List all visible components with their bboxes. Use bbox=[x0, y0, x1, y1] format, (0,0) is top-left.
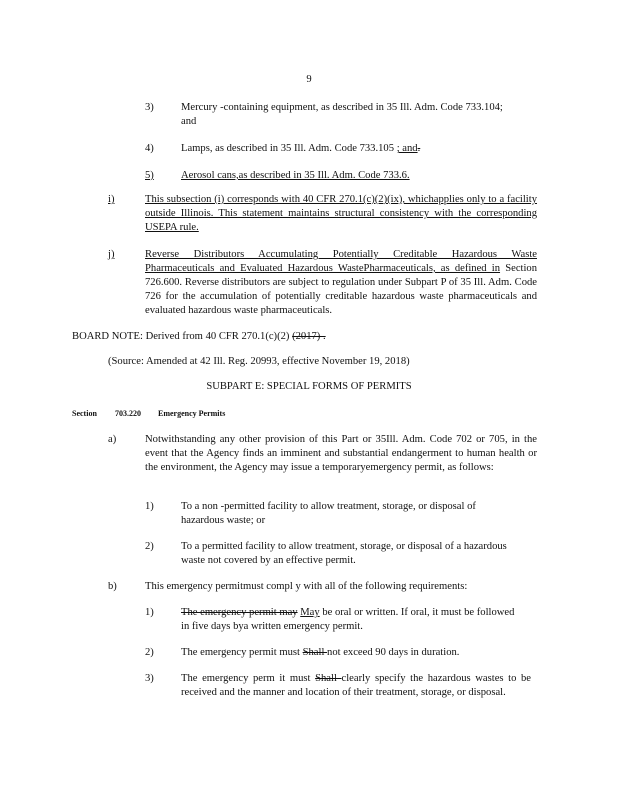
section-label: Section bbox=[72, 409, 97, 418]
deleted-text: (2017) . bbox=[292, 331, 326, 342]
subsection-label: i) bbox=[108, 194, 115, 205]
item-label: 1) bbox=[145, 607, 154, 618]
item-text bbox=[181, 646, 521, 660]
subsection-text: This subsection (i) corresponds with 40 CFR 270.1(c)(2)(ix), whichapplies only to a facility outside Illinois. This statement maintains structural consistency with the corresponding USEPA rule. bbox=[145, 194, 537, 233]
deleted-text: Shall bbox=[315, 673, 342, 684]
item-text-body: clearly specify the hazardous wastes to be received and the manner and location of their treatment, storage, or disposal. bbox=[181, 673, 532, 698]
item-text-body: not exceed 90 days in duration. bbox=[327, 647, 460, 658]
subsection-text: Notwithstanding any other provision of this Part or 35Ill. Adm. Code 702 or 705, in the event that the Agency finds an imminent and substantial endangerment to human health or the environment, the Agency may issue a temporaryemergency permit, as follows: bbox=[145, 434, 537, 473]
subsection-label: j) bbox=[108, 249, 115, 260]
item-label: 3) bbox=[145, 673, 154, 684]
item-label: 1) bbox=[145, 501, 154, 512]
item-text-body: be oral or written. If oral, it must be followed in five days bya written emergency permit. bbox=[181, 607, 515, 632]
item-text-body: Lamps, as described in 35 Ill. Adm. Code 733.105 bbox=[181, 143, 395, 154]
item-text: To a permitted facility to allow treatment, storage, or disposal of a hazardous waste not covered by an effective permit. bbox=[181, 541, 507, 566]
deleted-text: The emergency permit may bbox=[181, 607, 298, 618]
item-text-body: The emergency perm it must bbox=[181, 673, 316, 684]
board-note-text: BOARD NOTE: Derived from 40 CFR 270.1(c)(2) bbox=[72, 331, 290, 342]
section-title: Emergency Permits bbox=[158, 409, 226, 418]
source-note: (Source: Amended at 42 Ill. Reg. 20993, effective November 19, 2018) bbox=[108, 356, 410, 367]
board-note bbox=[72, 330, 472, 344]
item-text bbox=[181, 672, 531, 700]
item-text: Aerosol cans,as described in 35 Ill. Adm. Code 733.6. bbox=[181, 170, 410, 181]
subsection-text-body: Section 726.600. Reverse distributors are subject to regulation under Subpart P of 35 Ill. Adm. Code 726 for the accumulation of potentially creditable hazardous waste pharmaceuticals and evaluated hazardous waste pharmaceuticals. bbox=[145, 263, 538, 316]
item-text bbox=[181, 142, 511, 156]
subsection-text: This emergency permitmust compl y with all of the following requirements: bbox=[145, 581, 468, 592]
subpart-title: SUBPART E: SPECIAL FORMS OF PERMITS bbox=[206, 381, 412, 392]
item-text: To a non -permitted facility to allow treatment, storage, or disposal of hazardous waste; or bbox=[181, 501, 476, 526]
item-label: 2) bbox=[145, 647, 154, 658]
item-text-body: The emergency permit must bbox=[181, 647, 303, 658]
item-label: 3) bbox=[145, 102, 154, 113]
item-label: 4) bbox=[145, 143, 154, 154]
inserted-text: Reverse Distributors Accumulating Potentially Creditable Hazardous Waste Pharmaceuticals and Evaluated Hazardous WastePharmaceuticals, as defined in bbox=[145, 249, 537, 274]
deleted-text: . bbox=[417, 143, 421, 154]
subsection-label: a) bbox=[108, 434, 117, 445]
inserted-text: May bbox=[300, 607, 320, 618]
deleted-text: Shall bbox=[302, 647, 328, 658]
subsection-label: b) bbox=[108, 581, 117, 592]
item-text: Mercury -containing equipment, as described in 35 Ill. Adm. Code 733.104; and bbox=[181, 102, 503, 127]
item-label: 2) bbox=[145, 541, 154, 552]
inserted-text: ; and bbox=[396, 143, 418, 154]
subsection-text bbox=[145, 248, 537, 318]
section-number: 703.220 bbox=[115, 409, 141, 418]
item-text bbox=[181, 606, 521, 634]
page-number: 9 bbox=[306, 74, 312, 85]
item-label: 5) bbox=[145, 170, 154, 181]
